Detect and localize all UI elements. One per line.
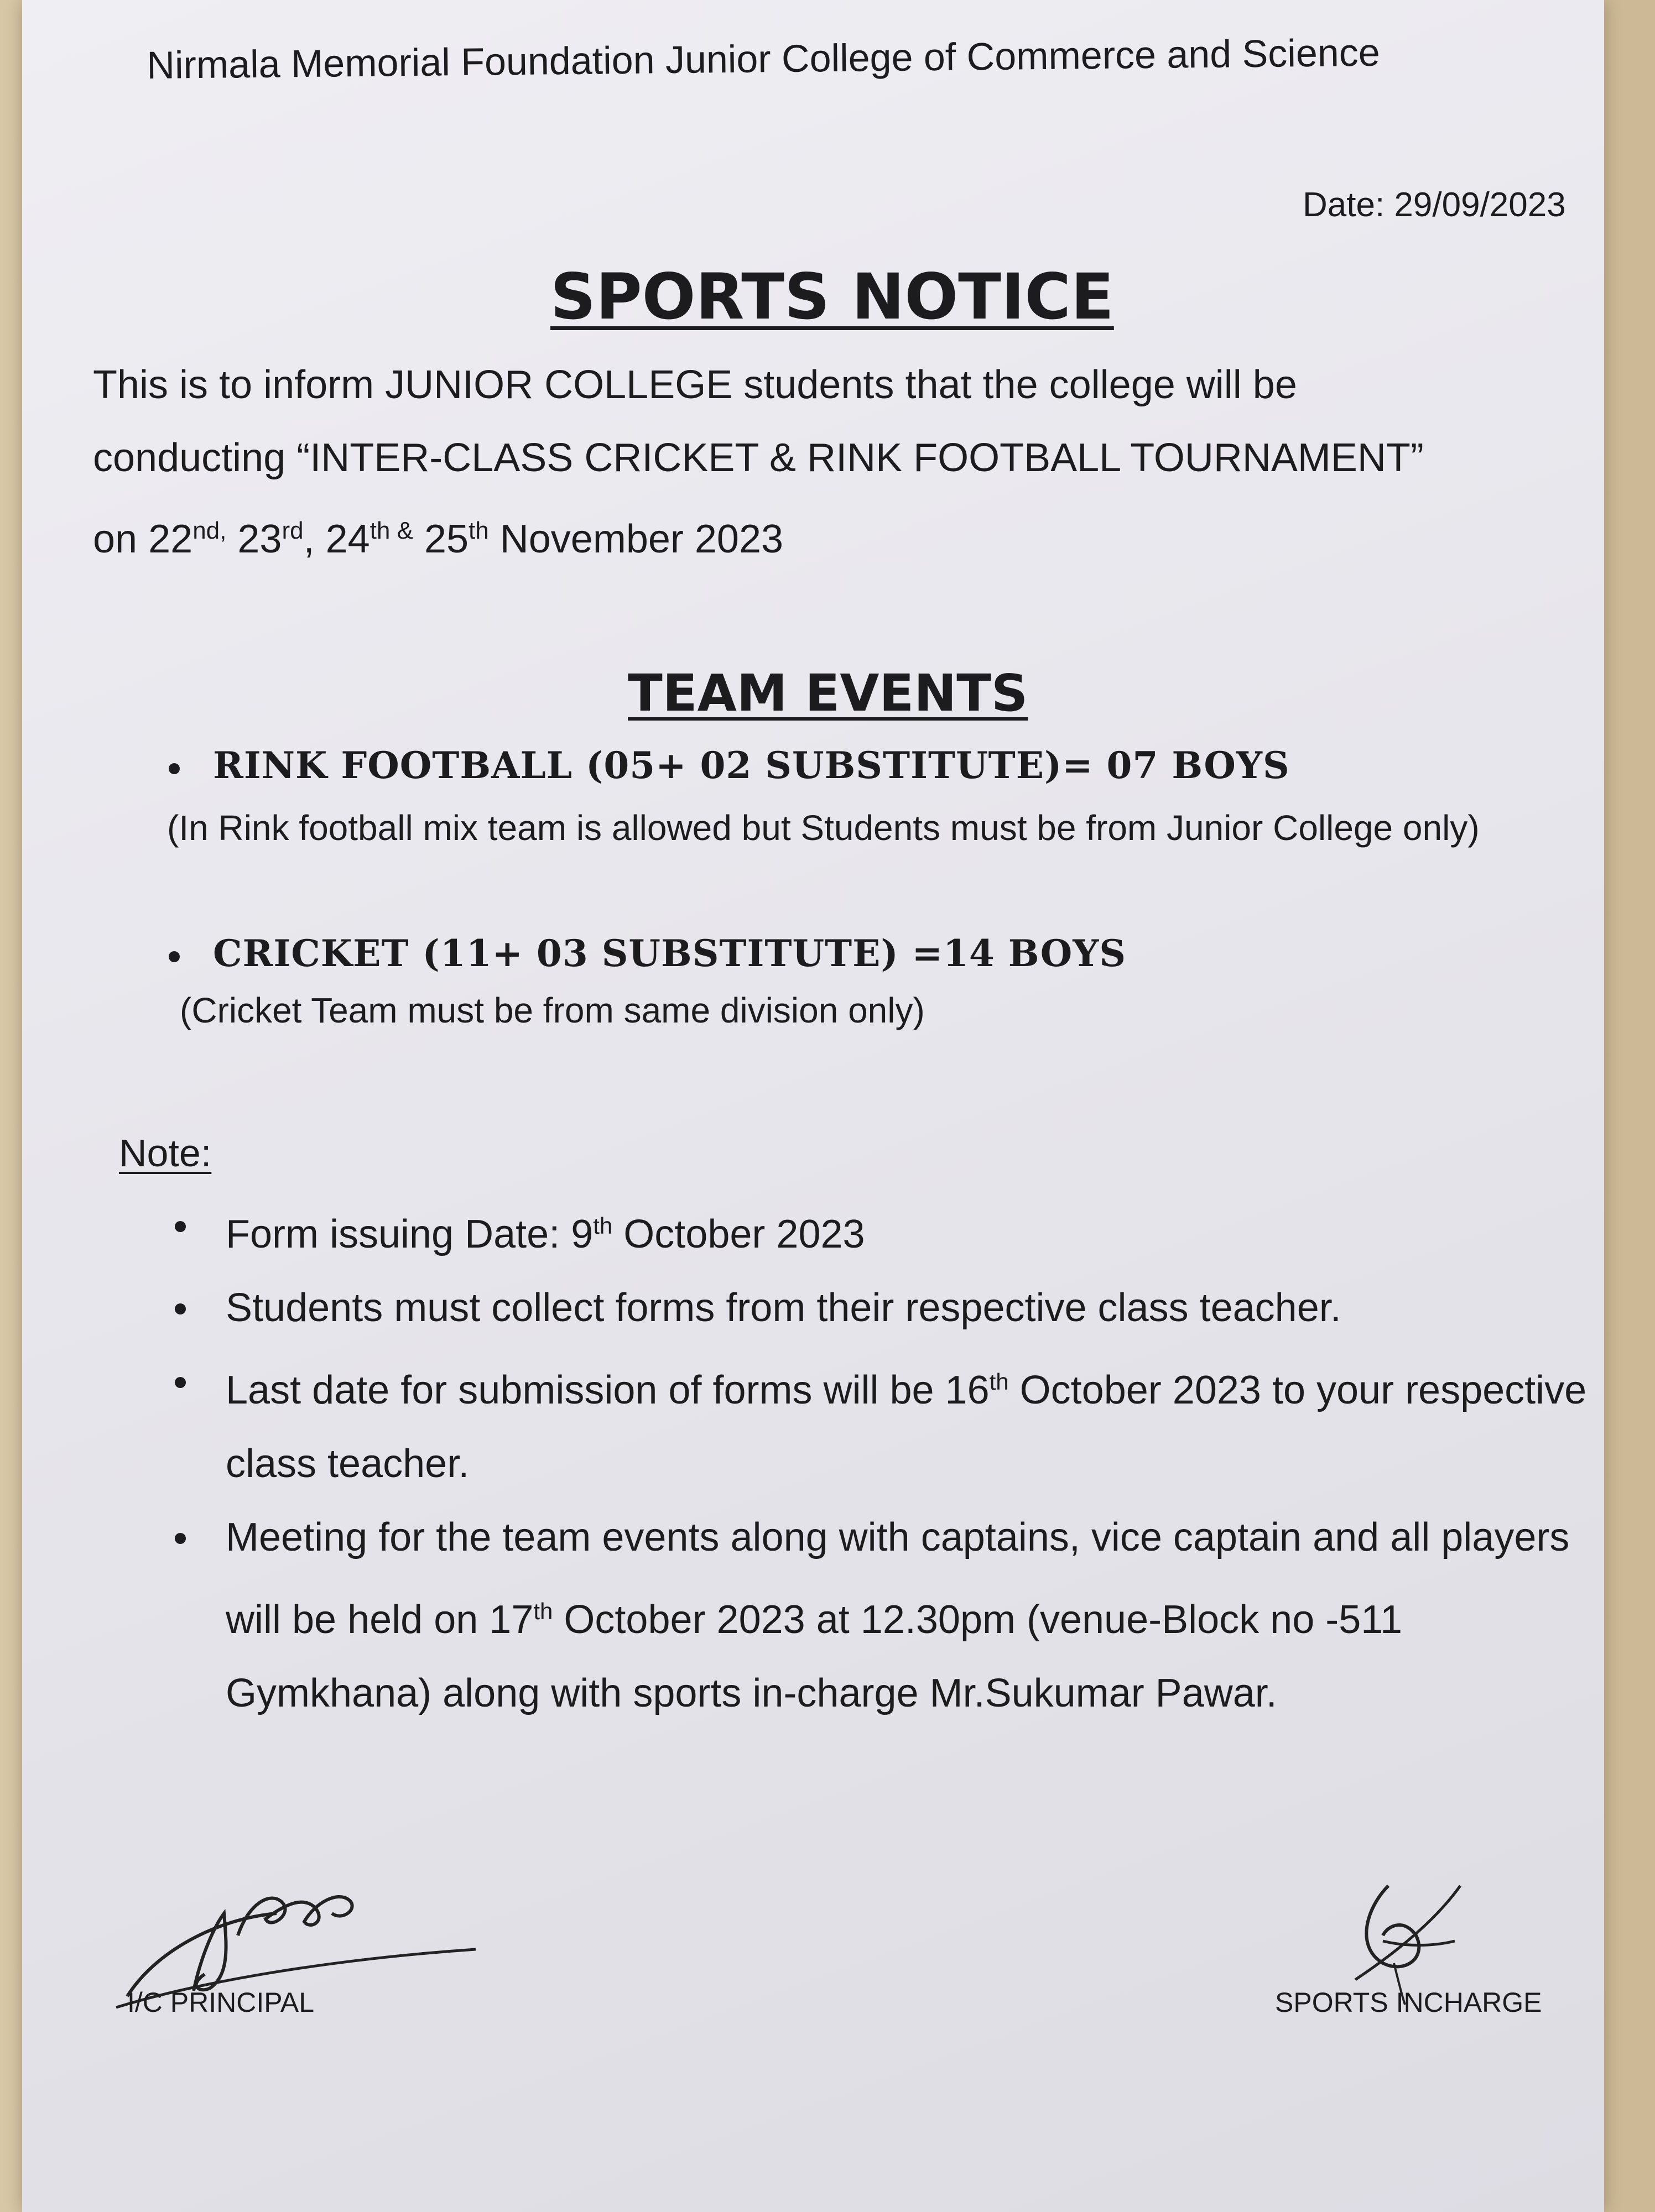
college-name: Nirmala Memorial Foundation Junior College of Commerce and Science: [147, 30, 1381, 87]
intro-line-3: [93, 494, 1609, 576]
list-item: [170, 1189, 1597, 1271]
intro-sup: nd,: [192, 517, 227, 544]
intro-sup: th: [469, 517, 489, 544]
sports-incharge-label: SPORTS INCHARGE: [1275, 1987, 1542, 2018]
event-label: RINK FOOTBALL (05+ 02 SUBSTITUTE)= 07 BOYS: [213, 744, 1290, 787]
note-text: October 2023 to your respective class teacher.: [226, 1368, 1587, 1486]
list-item: [170, 1345, 1597, 1501]
intro-text: , 24: [303, 517, 370, 561]
event-rink-football: [169, 744, 1290, 787]
note-heading: Note:: [119, 1131, 212, 1175]
intro-line-1: This is to inform JUNIOR COLLEGE students that the college will be: [93, 363, 1297, 407]
notice-paper: [22, 0, 1604, 2212]
bullet-icon: [169, 951, 180, 962]
intro-line-2: conducting “INTER-CLASS CRICKET & RINK FOOTBALL TOURNAMENT”: [93, 436, 1424, 480]
note-sup: th: [533, 1598, 553, 1624]
list-item: [170, 1501, 1597, 1730]
note-text: October 2023 at 12.30pm (venue-Block no -511 Gymkhana) along with sports in-charge Mr.Sukumar Pawar.: [226, 1598, 1403, 1715]
intro-sup: rd: [282, 517, 304, 544]
note-text: Meeting for the team events along with captains, vice captain and all players will be held on 17: [226, 1515, 1570, 1642]
event-label: CRICKET (11+ 03 SUBSTITUTE) =14 BOYS: [213, 932, 1127, 975]
note-text: Last date for submission of forms will be 16: [226, 1368, 990, 1412]
intro-text: November 2023: [488, 517, 784, 561]
intro-text: on 22: [93, 517, 193, 561]
page-title: SPORTS NOTICE: [550, 260, 1114, 333]
note-text: October 2023: [612, 1212, 865, 1256]
intro-text: 23: [226, 517, 282, 561]
principal-label: I/C PRINCIPAL: [127, 1987, 315, 2018]
event-condition: (Cricket Team must be from same division only): [180, 990, 925, 1030]
intro-text: 25: [413, 517, 469, 561]
note-text: Form issuing Date: 9: [226, 1212, 594, 1256]
list-item: Students must collect forms from their respective class teacher.: [170, 1271, 1597, 1345]
event-condition: (In Rink football mix team is allowed but Students must be from Junior College only): [167, 808, 1480, 848]
note-list: [170, 1189, 1597, 1730]
note-sup: th: [989, 1369, 1009, 1395]
intro-sup: th &: [369, 517, 413, 544]
note-sup: th: [593, 1213, 613, 1239]
bullet-icon: [169, 763, 180, 774]
team-events-heading: TEAM EVENTS: [628, 664, 1028, 723]
event-cricket: [169, 932, 1126, 975]
intro-paragraph: [93, 348, 1609, 576]
notice-date: Date: 29/09/2023: [1303, 186, 1566, 224]
